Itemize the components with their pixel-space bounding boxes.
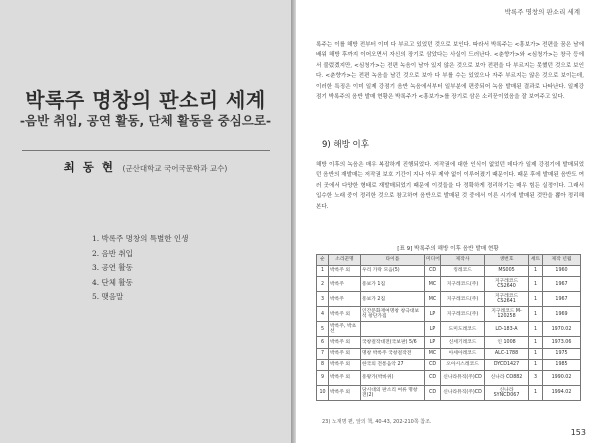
toc-item: 4. 단체 활동 (92, 277, 133, 287)
table-cell: 1 (529, 307, 543, 322)
table-cell: 한국의 전통음악 27 (361, 359, 425, 370)
table-cell: 1970.02 (543, 322, 581, 337)
table-cell: 1 (529, 337, 543, 348)
column-header: 제작사 (441, 255, 485, 266)
table-cell: 1 (317, 266, 329, 277)
toc-item: 3. 공연 활동 (92, 263, 133, 273)
table-cell: 박록주 (329, 292, 361, 307)
table-cell: MS005 (485, 266, 529, 277)
table-row (317, 266, 581, 277)
table-cell: 박록주 (329, 277, 361, 292)
table-cell: 1994.02 (543, 386, 581, 401)
toc-item: 5. 맺음말 (92, 292, 124, 302)
table-cell: 지구레코드 CS2640 (485, 277, 529, 292)
table-cell: 국창걸작대전(국보판) 5/6 (361, 337, 425, 348)
table-row (317, 359, 581, 370)
table-cell: 흥보가 1집 (361, 277, 425, 292)
table-row (317, 292, 581, 307)
column-header: 타이틀 (361, 255, 425, 266)
table-cell: MC (425, 277, 441, 292)
table-cell: 1967 (543, 292, 581, 307)
table-cell: 지구레코드(주) (441, 292, 485, 307)
table-caption: [표 9] 박록주의 해방 이후 음반 발매 현황 (397, 246, 499, 252)
table-cell: 우리 가락 모음(5) (361, 266, 425, 277)
table-row (317, 371, 581, 386)
table-cell: 7 (317, 348, 329, 359)
table-cell: 8 (317, 359, 329, 370)
table-cell: 1 (529, 386, 543, 401)
table-cell: 1 (529, 322, 543, 337)
release-table (316, 254, 581, 401)
table-cell: 아세아레코드 (441, 348, 485, 359)
running-head (505, 7, 580, 16)
table-cell: 신나라뮤직(주)CD (441, 371, 485, 386)
column-header: 소리꾼명 (329, 255, 361, 266)
table-cell: DYCD1427 (485, 359, 529, 370)
table-cell: 1975 (543, 348, 581, 359)
table-cell: 신나라 CO882 (485, 371, 529, 386)
footnote: 23) 노재명 편, 앞의 책, 40-43, 202-210쪽 참조. (322, 419, 432, 425)
table-cell: 지구레코드 CS2641 (485, 292, 529, 307)
table-cell: 1 (529, 359, 543, 370)
table-cell: 흥보가 2집 (361, 292, 425, 307)
table-cell: 6 (317, 337, 329, 348)
author-affiliation: (군산대학교 국어국문학과 교수) (122, 164, 228, 173)
column-header: 생번호 (485, 255, 529, 266)
table-cell: 인간문화재여명창 창극대보석 창단가집 (361, 307, 425, 322)
table-cell: 10 (317, 386, 329, 401)
body-paragraph: 해방 이후의 녹음은 매우 복잡하게 진행되었다. 저작권에 대한 인식이 없었던 데다가 일제 강점기에 발매되었던 음반의 재발매는 저작권 보호 기간이 지나 아무 제약 없이 이루어졌기 때문이다. 때문 후에 발매된 음반도 여러 곳에서 다양한 형태로 재발매되었기 때문에 이것들을 다 정확하게 정리하기는 매우 힘든 실정이다. 그래서 입수한 노래 중이 정리한 것으로 참고하여 음반으로 발매된 것 중에서 이른 시기에 발매된 것만을 뽑아 정리해 본다. (316, 162, 584, 210)
table-cell: 명창 박록주 국창걸작전 (361, 348, 425, 359)
column-header: 미디어 (425, 255, 441, 266)
table-cell: 1990.02 (543, 371, 581, 386)
table-cell: 1969 (543, 307, 581, 322)
table-cell: 신나라뮤직(주)CD (441, 386, 485, 401)
table-cell: 오아시스레코드 (441, 359, 485, 370)
article-title: 박록주 명창의 판소리 세계 (25, 88, 266, 112)
table-row (317, 322, 581, 337)
right-page (296, 0, 600, 443)
table-cell: LP (425, 307, 441, 322)
toc-item: 1. 박록주 명창의 특별한 인생 (92, 234, 189, 243)
table-of-contents (92, 232, 188, 305)
table-cell: 1985 (543, 359, 581, 370)
table-cell: MC (425, 292, 441, 307)
table-cell: 박록주, 박초선 (329, 322, 361, 337)
table-cell: 1 (529, 348, 543, 359)
table-cell: 인 1008 (485, 337, 529, 348)
table-cell: 킹레코드 (441, 266, 485, 277)
table-cell: 1973.06 (543, 337, 581, 348)
table-cell: 1960 (543, 266, 581, 277)
table-cell: 박록주 외 (329, 266, 361, 277)
table-cell: 지구레코드(주) (441, 307, 485, 322)
table-row (317, 277, 581, 292)
table-cell: 박록주 외 (329, 307, 361, 322)
table-row (317, 348, 581, 359)
table-cell: LD-183-A (485, 322, 529, 337)
body-paragraph: 록주는 이를 해방 전부터 이미 다 부르고 있었던 것으로 보인다. 따라서 박록주는 <흥보가> 전편을 꿈은 남에 배워 해방 후까지 이어오면서 자신의 장기로 삼았다는 사실이 드러난다. <춘향가>와 <심청가>는 창극 등에서 불렀겠지만, <심청가>는 전편 녹음이 남아 있지 않은 것으로 보아 전편을 다 부르지는 못했던 것으로 보인다. <춘향가>는 전편 녹음을 남긴 것으로 보아 다 부를 수는 있었으나 자주 부르지는 않은 것으로 보이는데, 이러한 특징은 이미 일제 강점기 음반 녹음에서부터 일부분에 편중되어 녹음 발매된 결과로 나타난다. 일제강점기 박록주의 음반 발매 현황은 박록주가 <흥보가>를 장기로 삼은 소리꾼이었음을 잘 보여주고 있다. (316, 42, 584, 101)
table-cell: 3 (529, 371, 543, 386)
section-heading: 9) 해방 이후 (322, 140, 369, 150)
table-cell: 박록주 외 (329, 337, 361, 348)
table-cell: 지구레코드(주) (441, 277, 485, 292)
table-cell: CD (425, 371, 441, 386)
table-body (317, 266, 581, 401)
page-number: 153 (570, 428, 586, 437)
table-row (317, 386, 581, 401)
table-cell: 박록주 외 (329, 359, 361, 370)
table-cell: ALC-1788 (485, 348, 529, 359)
table-cell: 박록주 외 (329, 386, 361, 401)
author-name: 최 동 현 (63, 160, 116, 174)
table-cell: 1967 (543, 277, 581, 292)
column-header: 순 (317, 255, 329, 266)
table-cell: 4 (317, 307, 329, 322)
table-cell: 9 (317, 371, 329, 386)
table-cell: 신세기레코드 (441, 337, 485, 348)
table-cell: CD (425, 386, 441, 401)
table-cell: CD (425, 359, 441, 370)
table-cell: 1 (529, 277, 543, 292)
table-cell: LP (425, 337, 441, 348)
table-cell: 1 (529, 292, 543, 307)
column-header: 세트 (529, 255, 543, 266)
table-cell: 흥왕가(박바위) (361, 371, 425, 386)
table-cell: 신나라 SYNCD067 (485, 386, 529, 401)
left-page (0, 0, 292, 443)
table-cell: MC (425, 348, 441, 359)
table-row (317, 337, 581, 348)
table-cell (361, 322, 425, 337)
table-cell: 1 (529, 266, 543, 277)
table-row (317, 307, 581, 322)
table-cell: 3 (317, 292, 329, 307)
table-cell: 5 (317, 322, 329, 337)
running-head-title: 박록주 명창의 판소리 세계 (504, 8, 580, 16)
table-header-row (317, 255, 581, 266)
table-cell: 당시대의 판소리 여류 명창 전(2) (361, 386, 425, 401)
table-cell: LP (425, 322, 441, 337)
table-cell: 도미도레코드 (441, 322, 485, 337)
article-subtitle: -음반 취입, 공연 활동, 단체 활동을 중심으로- (19, 113, 272, 128)
table-cell: 2 (317, 277, 329, 292)
table-cell: CD (425, 266, 441, 277)
author-divider (22, 150, 270, 151)
table-cell: 지구레코드 M-120258 (485, 307, 529, 322)
table-cell: 박록주 외 (329, 348, 361, 359)
column-header: 제작 년월 (543, 255, 581, 266)
toc-item: 2. 음반 취입 (92, 248, 133, 258)
author-line (0, 159, 291, 175)
table-cell: 박록주 외 (329, 371, 361, 386)
